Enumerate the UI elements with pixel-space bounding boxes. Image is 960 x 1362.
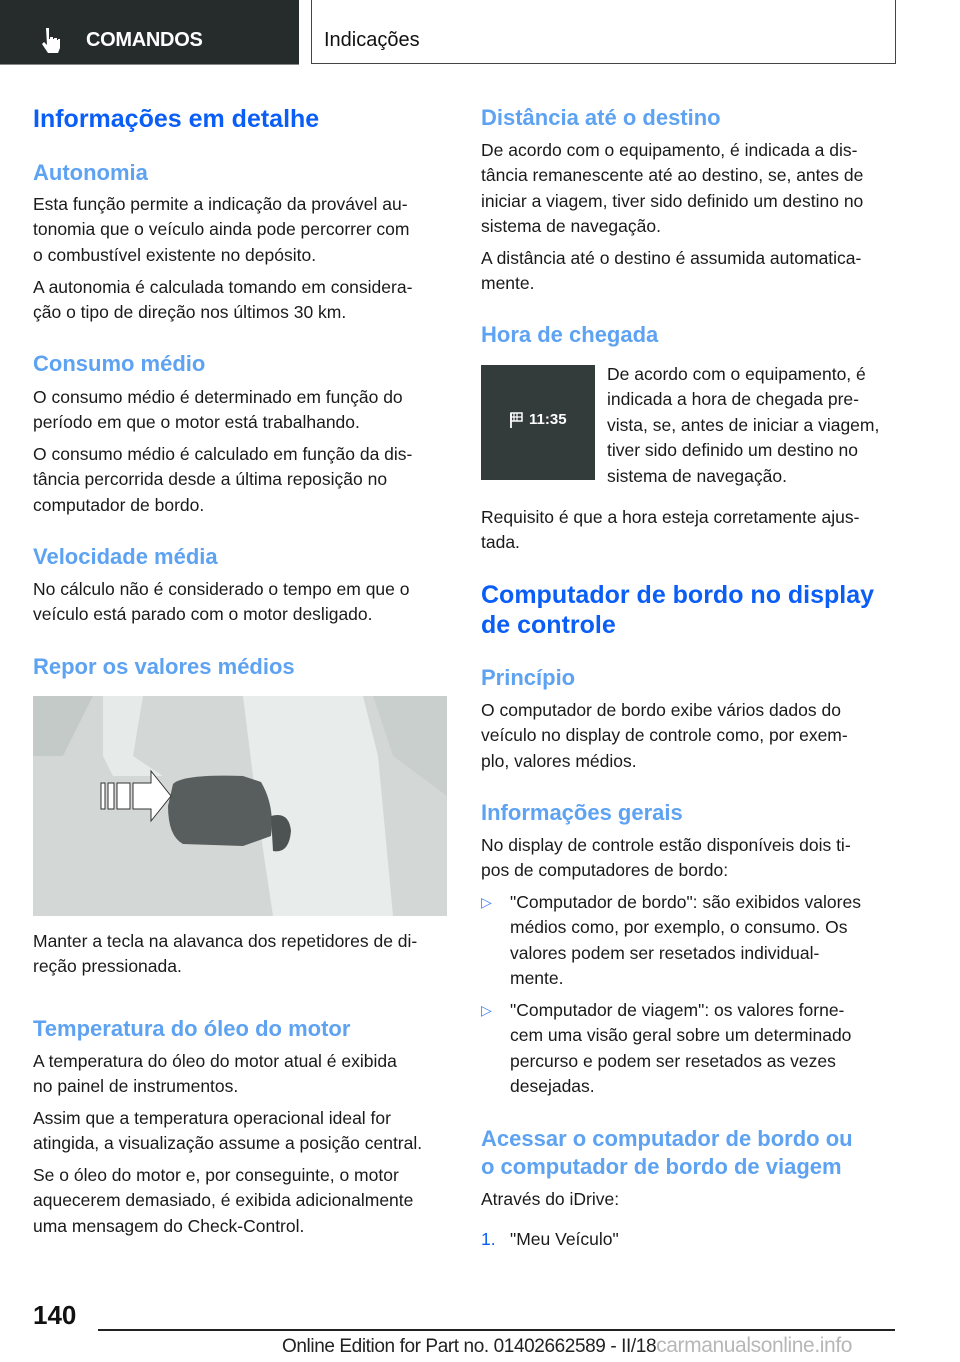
heading-informacoes-gerais: Informações gerais xyxy=(481,800,683,825)
heading-principio: Princípio xyxy=(481,665,576,690)
turn-signal-lever-figure xyxy=(33,696,447,916)
footer-divider xyxy=(98,1329,895,1331)
paragraph: O consumo médio é calculado em função da dis- tância percorrida desde a última reposição no computador de bordo. xyxy=(33,444,413,515)
heading-repor: Repor os valores médios xyxy=(33,654,295,679)
paragraph: O computador de bordo exibe vários dados do veículo no display de controle como, por exem- plo, valores médios. xyxy=(481,700,848,771)
hand-pointer-icon xyxy=(40,27,62,53)
paragraph: O consumo médio é determinado em função do período em que o motor está trabalhando. xyxy=(33,387,403,433)
page-number: 140 xyxy=(33,1300,77,1330)
step-text: "Meu Veículo" xyxy=(510,1229,619,1249)
paragraph: A distância até o destino é assumida automatica- mente. xyxy=(481,248,862,294)
heading-autonomia: Autonomia xyxy=(33,160,148,185)
figure-caption: Manter a tecla na alavanca dos repetidores de di- reção pressionada. xyxy=(33,931,418,977)
section-title-computador: Computador de bordo no display de controle xyxy=(481,581,875,639)
footer-edition: Online Edition for Part no. 01402662589 - II/18carmanualsonline.info xyxy=(282,1334,853,1357)
triangle-bullet-icon: ▷ xyxy=(481,1002,492,1018)
lever-illustration xyxy=(33,696,447,916)
paragraph: Através do iDrive: xyxy=(481,1189,620,1209)
paragraph: Esta função permite a indicação da provável au- tonomia que o veículo ainda pode percorrer com o combustível existente no depósito. xyxy=(33,194,410,265)
heading-distancia: Distância até o destino xyxy=(481,105,721,130)
paragraph: A temperatura do óleo do motor atual é exibida no painel de instrumentos. xyxy=(33,1051,397,1097)
arrival-time: 11:35 xyxy=(529,411,567,428)
chapter-header xyxy=(311,0,896,64)
chapter-label: Indicações xyxy=(324,29,420,51)
heading-hora: Hora de chegada xyxy=(481,322,659,347)
arrival-time-display xyxy=(481,365,595,480)
paragraph: Assim que a temperatura operacional ideal for atingida, a visualização assume a posição central. xyxy=(33,1108,423,1154)
paragraph: No cálculo não é considerado o tempo em que o veículo está parado com o motor desligado. xyxy=(33,579,410,625)
section-tab xyxy=(0,0,299,65)
paragraph: Requisito é que a hora esteja corretamente ajus- tada. xyxy=(481,507,860,553)
step-number: 1. xyxy=(481,1229,496,1249)
heading-acessar: Acessar o computador de bordo ou o computador de bordo de viagem xyxy=(481,1126,853,1179)
page-title: Informações em detalhe xyxy=(33,105,320,133)
paragraph: No display de controle estão disponíveis dois ti- pos de computadores de bordo: xyxy=(481,835,851,881)
heading-velocidade: Velocidade média xyxy=(33,544,218,569)
heading-temperatura: Temperatura do óleo do motor xyxy=(33,1016,351,1041)
paragraph: De acordo com o equipamento, é indicada a dis- tância remanescente até ao destino, se, antes de iniciar a viagem, tiver sido definido um destino no sistema de navegação. xyxy=(481,140,864,237)
paragraph: Se o óleo do motor e, por conseguinte, o motor aquecerem demasiado, é exibida adicionalmente uma mensagem do Check-Control. xyxy=(33,1165,414,1236)
triangle-bullet-icon: ▷ xyxy=(481,894,492,910)
heading-consumo: Consumo médio xyxy=(33,351,206,376)
paragraph: A autonomia é calculada tomando em considera- ção o tipo de direção nos últimos 30 km. xyxy=(33,277,413,323)
section-label: COMANDOS xyxy=(86,29,203,51)
watermark: carmanualsonline.info xyxy=(656,1334,853,1357)
paragraph: De acordo com o equipamento, é indicada a hora de chegada pre- vista, se, antes de iniciar a viagem, tiver sido definido um destino no sistema de navegação. xyxy=(607,364,880,486)
destination-flag-icon xyxy=(508,411,524,429)
